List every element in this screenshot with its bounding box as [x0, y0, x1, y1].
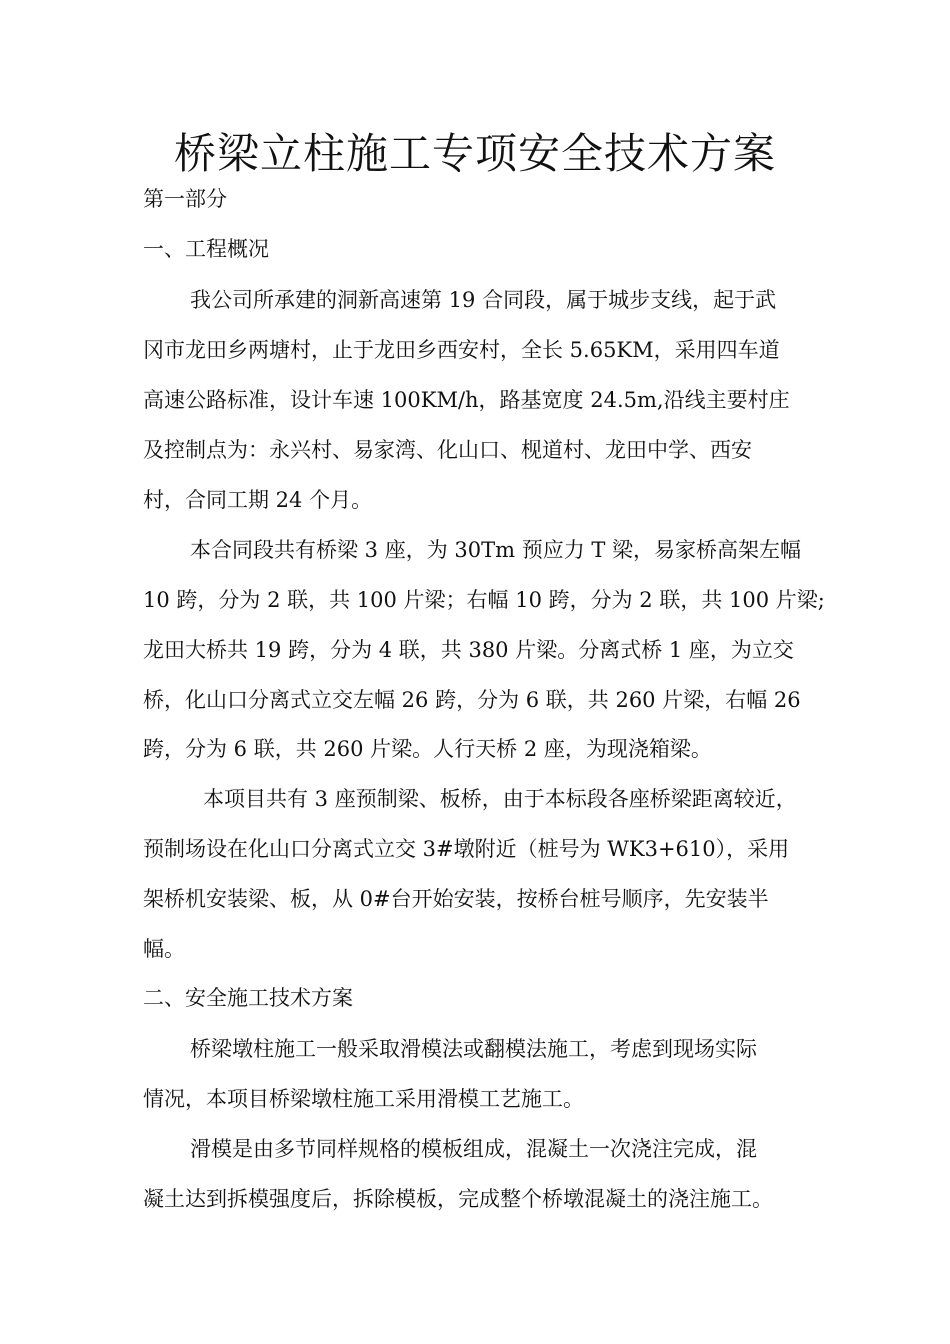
- paragraph-line: 滑模是由多节同样规格的模板组成，混凝土一次浇注完成，混: [190, 1137, 757, 1161]
- paragraph-line: 凝土达到拆模强度后，拆除模板，完成整个桥墩混凝土的浇注施工。: [143, 1187, 773, 1211]
- paragraph-line: 龙田大桥共 19 跨，分为 4 联，共 380 片梁。分离式桥 1 座，为立交: [143, 638, 794, 662]
- section-heading-safety-plan: 二、安全施工技术方案: [143, 986, 353, 1010]
- paragraph-line: 村，合同工期 24 个月。: [143, 488, 373, 512]
- paragraph-line: 桥梁墩柱施工一般采取滑模法或翻模法施工，考虑到现场实际: [190, 1037, 757, 1061]
- part-label: 第一部分: [143, 187, 227, 211]
- paragraph-line: 本项目共有 3 座预制梁、板桥，由于本标段各座桥梁距离较近，: [203, 787, 797, 811]
- paragraph-line: 幅。: [143, 937, 185, 961]
- paragraph-line: 桥，化山口分离式立交左幅 26 跨，分为 6 联，共 260 片梁，右幅 26: [143, 688, 801, 712]
- paragraph-line: 本合同段共有桥梁 3 座，为 30Tm 预应力 T 梁，易家桥高架左幅: [190, 538, 802, 562]
- paragraph-line: 预制场设在化山口分离式立交 3#墩附近（桩号为 WK3+610），采用: [143, 837, 790, 861]
- paragraph-line: 我公司所承建的洞新高速第 19 合同段，属于城步支线，起于武: [190, 288, 777, 312]
- paragraph-line: 情况，本项目桥梁墩柱施工采用滑模工艺施工。: [143, 1087, 584, 1111]
- document-title: 桥梁立柱施工专项安全技术方案: [173, 129, 776, 178]
- paragraph-line: 高速公路标准，设计车速 100KM/h，路基宽度 24.5m,沿线主要村庄: [143, 388, 790, 412]
- paragraph-line: 10 跨，分为 2 联，共 100 片梁；右幅 10 跨，分为 2 联，共 100 片梁;: [143, 588, 825, 612]
- paragraph-line: 及控制点为：永兴村、易家湾、化山口、枧道村、龙田中学、西安: [143, 438, 752, 462]
- paragraph-line: 架桥机安装梁、板，从 0#台开始安装，按桥台桩号顺序，先安装半: [143, 887, 769, 911]
- paragraph-line: 冈市龙田乡两塘村，止于龙田乡西安村，全长 5.65KM，采用四车道: [143, 338, 780, 362]
- section-heading-overview: 一、工程概况: [143, 237, 269, 261]
- paragraph-line: 跨，分为 6 联，共 260 片梁。人行天桥 2 座，为现浇箱梁。: [143, 737, 712, 761]
